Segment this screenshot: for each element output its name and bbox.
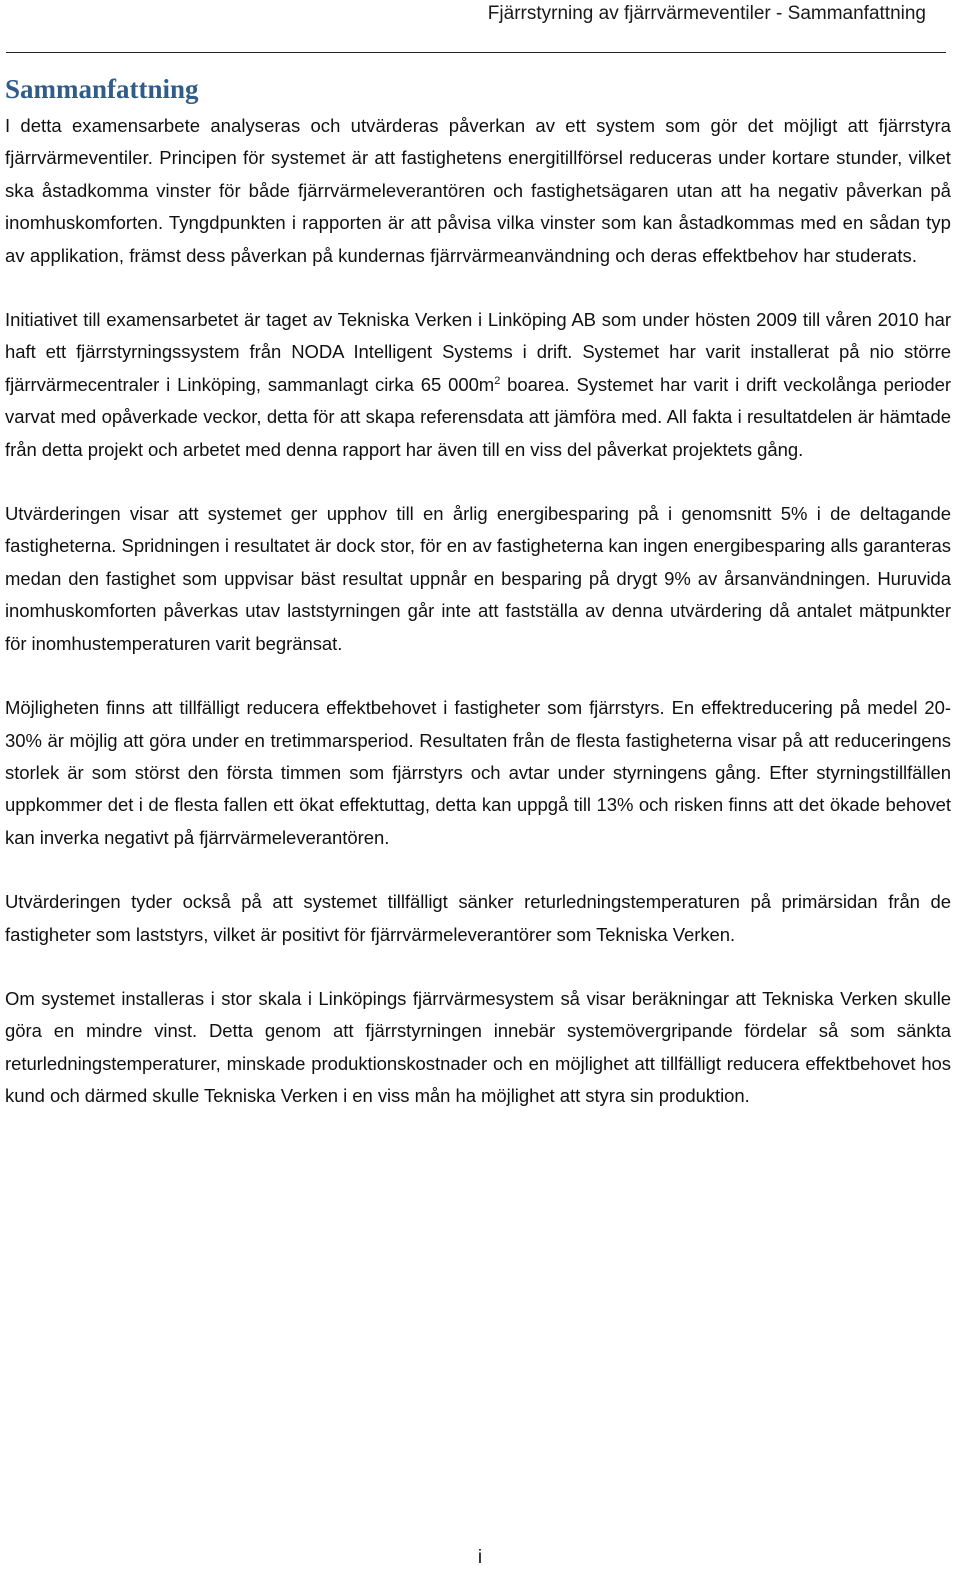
page-number: i	[477, 1547, 483, 1568]
section-title: Sammanfattning	[5, 74, 199, 104]
paragraph-initiative-text-b: boarea. Systemet har varit i drift veckolånga perioder varvat med opåverkade veckor, detta för att skapa referensdata att jämföra med. All fakta i resultatdelen är hämtade från detta projekt och arbetet med denna rapport har även till en viss del påverkat projektets gång.	[5, 373, 952, 460]
running-header: Fjärrstyrning av fjärrvärmeventiler - Sammanfattning	[487, 3, 926, 24]
paragraph-return-temperature: Utvärderingen tyder också på att systemet tillfälligt sänker returledningstemperaturen på primärsidan från de fastigheter som laststyrs, vilket är positivt för fjärrvärmeleverantörer som Tekniska Verken.	[5, 891, 951, 945]
page-content	[5, 72, 951, 1145]
paragraph-intro: I detta examensarbete analyseras och utvärderas påverkan av ett system som gör det möjligt att fjärrstyra fjärrvärmeventiler. Principen för systemet är att fastighetens energitillförsel reduceras under kortare stunder, vilket ska åstadkomma vinster för både fjärrvärmeleverantören och fastighetsägaren utan att ha negativ påverkan på inomhuskomforten. Tyngdpunkten i rapporten är att påvisa vilka vinster som kan åstadkommas med en sådan typ av applikation, främst dess påverkan på kundernas fjärrvärmeanvändning och deras effektbehov har studerats.	[5, 115, 951, 266]
paragraph-energy-savings: Utvärderingen visar att systemet ger upphov till en årlig energibesparing på i genomsnitt 5% i de deltagande fastigheterna. Spridningen i resultatet är dock stor, för en av fastigheterna kan ingen energibesparing alls garanteras medan den fastighet som uppvisar bäst resultat uppnår en besparing på drygt 9% av årsanvändningen. Huruvida inomhuskomforten påverkas utav laststyrningen går inte att fastställa av denna utvärdering då antalet mätpunkter för inomhustemperaturen varit begränsat.	[5, 503, 951, 654]
paragraph-power-reduction: Möjligheten finns att tillfälligt reducera effektbehovet i fastigheter som fjärrstyrs. En effektreducering på medel 20-30% är möjlig att göra under en tretimmarsperiod. Resultaten från de flesta fastigheterna visar på att reduceringens storlek är som störst den första timmen som fjärrstyrs och avtar under styrningens gång. Efter styrningstillfällen uppkommer det i de flesta fallen ett ökat effektuttag, detta kan uppgå till 13% och risken finns att det ökade behovet kan inverka negativt på fjärrvärmeleverantören.	[5, 697, 951, 848]
paragraph-large-scale: Om systemet installeras i stor skala i Linköpings fjärrvärmesystem så visar beräkningar att Tekniska Verken skulle göra en mindre vinst. Detta genom att fjärrstyrningen innebär systemövergripande fördelar så som sänkta returledningstemperaturer, minskade produktionskostnader och en möjlighet att tillfälligt reducera effektbehovet hos kund och därmed skulle Tekniska Verken i en viss mån ha möjlighet att styra sin produktion.	[5, 987, 951, 1107]
paragraph-initiative	[5, 304, 951, 466]
paragraph-initiative-text-a: Initiativet till examensarbetet är taget av Tekniska Verken i Linköping AB som under hösten 2009 till våren 2010 har haft ett fjärrstyrningssystem från NODA Intelligent Systems i drift. Systemet har varit installerat på nio större fjärrvärmecentraler i Linköping, sammanlagt cirka 65 000m	[5, 309, 951, 395]
superscript-two: 2	[494, 374, 501, 387]
header-rule	[6, 52, 946, 53]
